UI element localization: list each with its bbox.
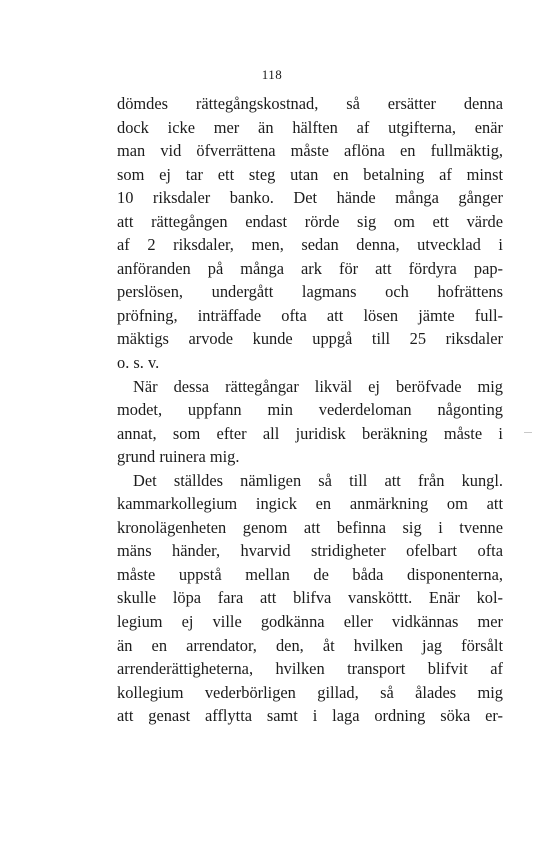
body-text [117, 92, 503, 728]
text-line: o. s. v. [117, 353, 160, 373]
text-line: dock icke mer än hälften af utgifterna, enär [117, 117, 503, 137]
text-line: Det ställdes nämligen så till att från kungl. [133, 470, 503, 490]
text-line: perslösen, undergått lagmans och hofrättens [117, 282, 503, 302]
text-line: måste uppstå mellan de båda disponenterna, [117, 564, 503, 584]
text-line: legium ej ville godkänna eller vidkännas mer [117, 612, 503, 632]
text-line: kronolägenheten genom att befinna sig i tvenne [117, 517, 503, 537]
text-line: När dessa rättegångar likväl ej beröfvade mig [133, 376, 503, 396]
text-line: anföranden på många ark för att fördyra pap- [117, 258, 503, 278]
page-number: 118 [261, 67, 283, 82]
text-line: än en arrendator, den, åt hvilken jag försålt [117, 635, 503, 655]
text-line: kammarkollegium ingick en anmärkning om att [117, 494, 503, 514]
text-line: pröfning, inträffade ofta att lösen jämte full- [117, 305, 503, 325]
margin-mark [524, 432, 532, 433]
text-line: 10 riksdaler banko. Det hände många gånger [117, 188, 503, 208]
text-line: mäns händer, hvarvid stridigheter ofelbart ofta [117, 541, 503, 561]
text-line: grund ruinera mig. [117, 447, 240, 467]
text-line: modet, uppfann min vederdeloman någonting [117, 400, 503, 420]
text-line: kollegium vederbörligen gillad, så ålades mig [117, 682, 503, 702]
text-line: skulle löpa fara att blifva vansköttt. Enär kol- [117, 588, 503, 608]
text-line: arrenderättigheterna, hvilken transport blifvit af [117, 659, 503, 679]
text-line: att genast afflytta samt i laga ordning söka er- [117, 706, 503, 726]
text-line: mäktigs arvode kunde uppgå till 25 riksdaler [117, 329, 503, 349]
text-line: man vid öfverrättena måste aflöna en fullmäktig, [117, 141, 503, 161]
text-line: annat, som efter all juridisk beräkning måste i [117, 423, 503, 443]
text-line: som ej tar ett steg utan en betalning af minst [117, 164, 503, 184]
text-line: af 2 riksdaler, men, sedan denna, utvecklad i [117, 235, 503, 255]
text-line: dömdes rättegångskostnad, så ersätter denna [117, 94, 503, 113]
text-line: att rättegången endast rörde sig om ett värde [117, 211, 503, 231]
